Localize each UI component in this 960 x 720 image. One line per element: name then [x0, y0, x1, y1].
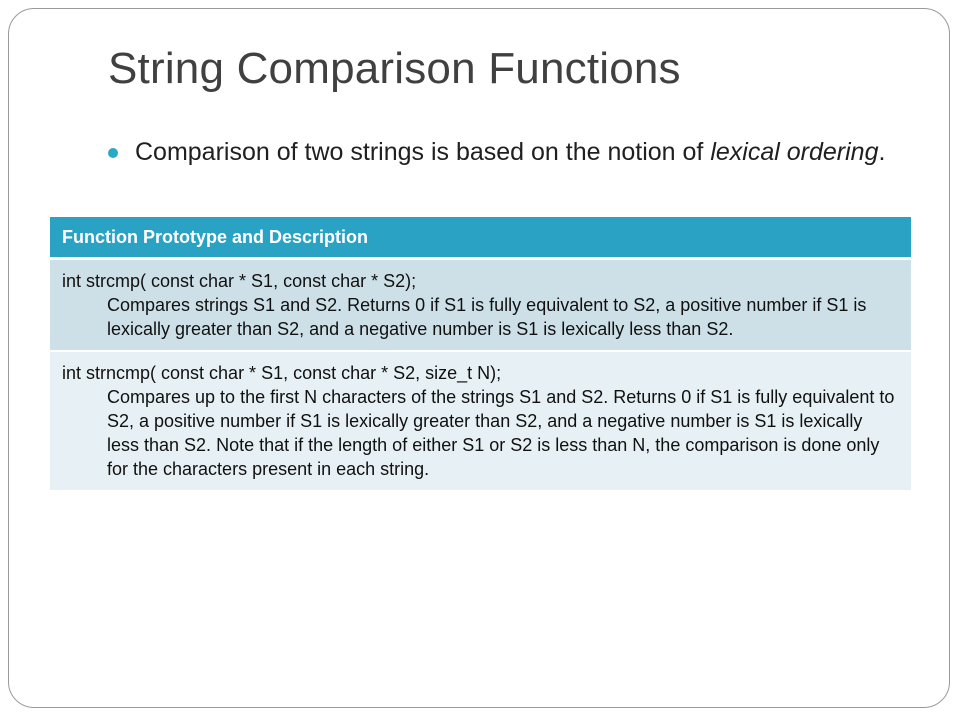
- bullet-emphasis: lexical ordering: [710, 138, 879, 166]
- table-cell: [50, 259, 911, 352]
- bullet-text: [108, 136, 888, 169]
- bullet-text-after: .: [878, 138, 886, 166]
- bullet-item: [108, 136, 888, 169]
- function-description: Compares up to the first N characters of the strings S1 and S2. Returns 0 if S1 is fully equivalent to S2, a positive number if S1 is lexically greater than S2, and a negative number is S1 is lexically less than S2. Note that if the length of either S1 or S2 is less than N, the comparison is done only for the characters present in each string.: [107, 387, 895, 479]
- function-table: [50, 217, 911, 490]
- table-header-row: [50, 217, 911, 259]
- table-row: [50, 351, 911, 490]
- bullet-dot-icon: [108, 148, 118, 158]
- table-cell: [50, 351, 911, 490]
- slide-title: String Comparison Functions: [108, 44, 681, 93]
- function-description: Compares strings S1 and S2. Returns 0 if S1 is fully equivalent to S2, a positive number if S1 is lexically greater than S2, and a negative number is S1 is lexically less than S2.: [107, 295, 867, 339]
- function-prototype: int strncmp( const char * S1, const char * S2, size_t N);: [62, 363, 502, 383]
- bullet-text-before: Comparison of two strings is based on the notion of: [135, 138, 711, 166]
- table-header: Function Prototype and Description: [50, 217, 911, 259]
- function-prototype: int strcmp( const char * S1, const char * S2);: [62, 271, 417, 291]
- table-row: [50, 259, 911, 352]
